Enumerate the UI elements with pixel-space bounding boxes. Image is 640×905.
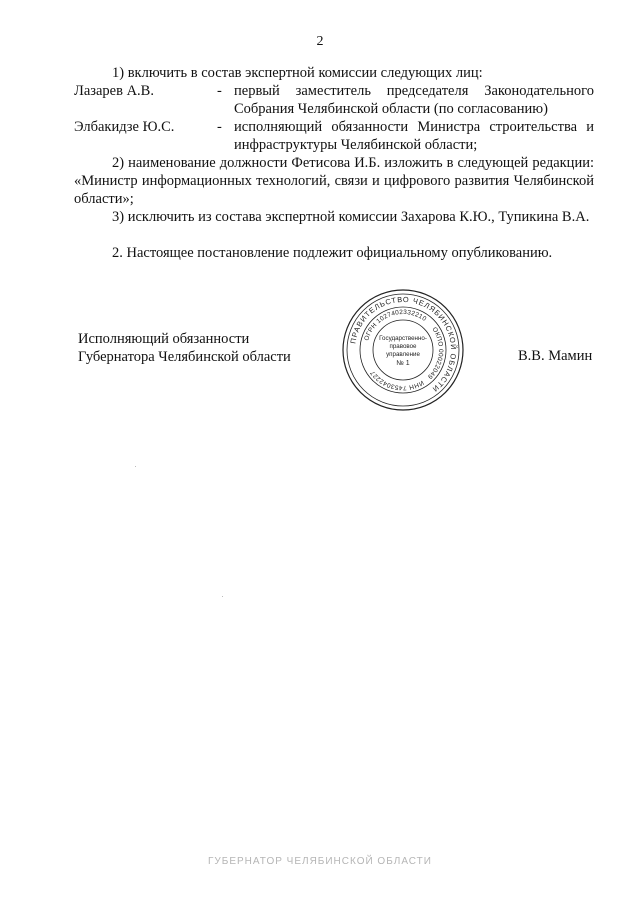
signature-title [78, 330, 291, 366]
scan-speck [135, 466, 136, 467]
svg-text:ИНН 7453042227 [369, 369, 425, 391]
item3-paragraph: 3) исключить из состава экспертной комиссии Захарова К.Ю., Тупикина В.А. [112, 209, 590, 225]
member-name: Лазарев А.В. [74, 83, 154, 99]
official-seal [340, 287, 466, 413]
page-number: 2 [316, 34, 324, 49]
scan-speck [222, 596, 223, 597]
member-dash: - [217, 119, 222, 135]
signature-title-line2: Губернатора Челябинской области [78, 349, 291, 365]
seal-inn: ИНН 7453042227 [369, 368, 425, 392]
seal-center-line2: правовое [389, 343, 417, 350]
member-role: первый заместитель председателя Законодательного Собрания Челябинской области (по согласованию) [234, 83, 594, 117]
seal-okpo: ОКПО 00022049 [425, 326, 445, 381]
signature-title-line1: Исполняющий обязанности [78, 331, 250, 347]
member-role: исполняющий обязанности Министра строительства и инфраструктуры Челябинской области; [234, 119, 594, 153]
signatory-name: В.В. Мамин [518, 348, 593, 364]
seal-outer-text: ПРАВИТЕЛЬСТВО ЧЕЛЯБИНСКОЙ ОБЛАСТИ [348, 294, 459, 395]
item1-intro: 1) включить в состав экспертной комиссии следующих лиц: [112, 65, 483, 81]
member-dash: - [217, 83, 222, 99]
item2-paragraph: 2) наименование должности Фетисова И.Б. изложить в следующей редакции: «Министр информационных технологий, связи и цифрового развития Челябинской области»; [74, 155, 594, 207]
seal-center-line1: Государственно- [379, 335, 427, 342]
member-name: Элбакидзе Ю.С. [74, 119, 175, 135]
seal-center-line3: управление [386, 351, 420, 358]
seal-center-line4: № 1 [396, 360, 410, 367]
seal-ogrn: ОГРН 1027402332210 [363, 308, 428, 342]
point2-paragraph: 2. Настоящее постановление подлежит официальному опубликованию. [112, 245, 553, 261]
page-footer: ГУБЕРНАТОР ЧЕЛЯБИНСКОЙ ОБЛАСТИ [208, 856, 432, 867]
